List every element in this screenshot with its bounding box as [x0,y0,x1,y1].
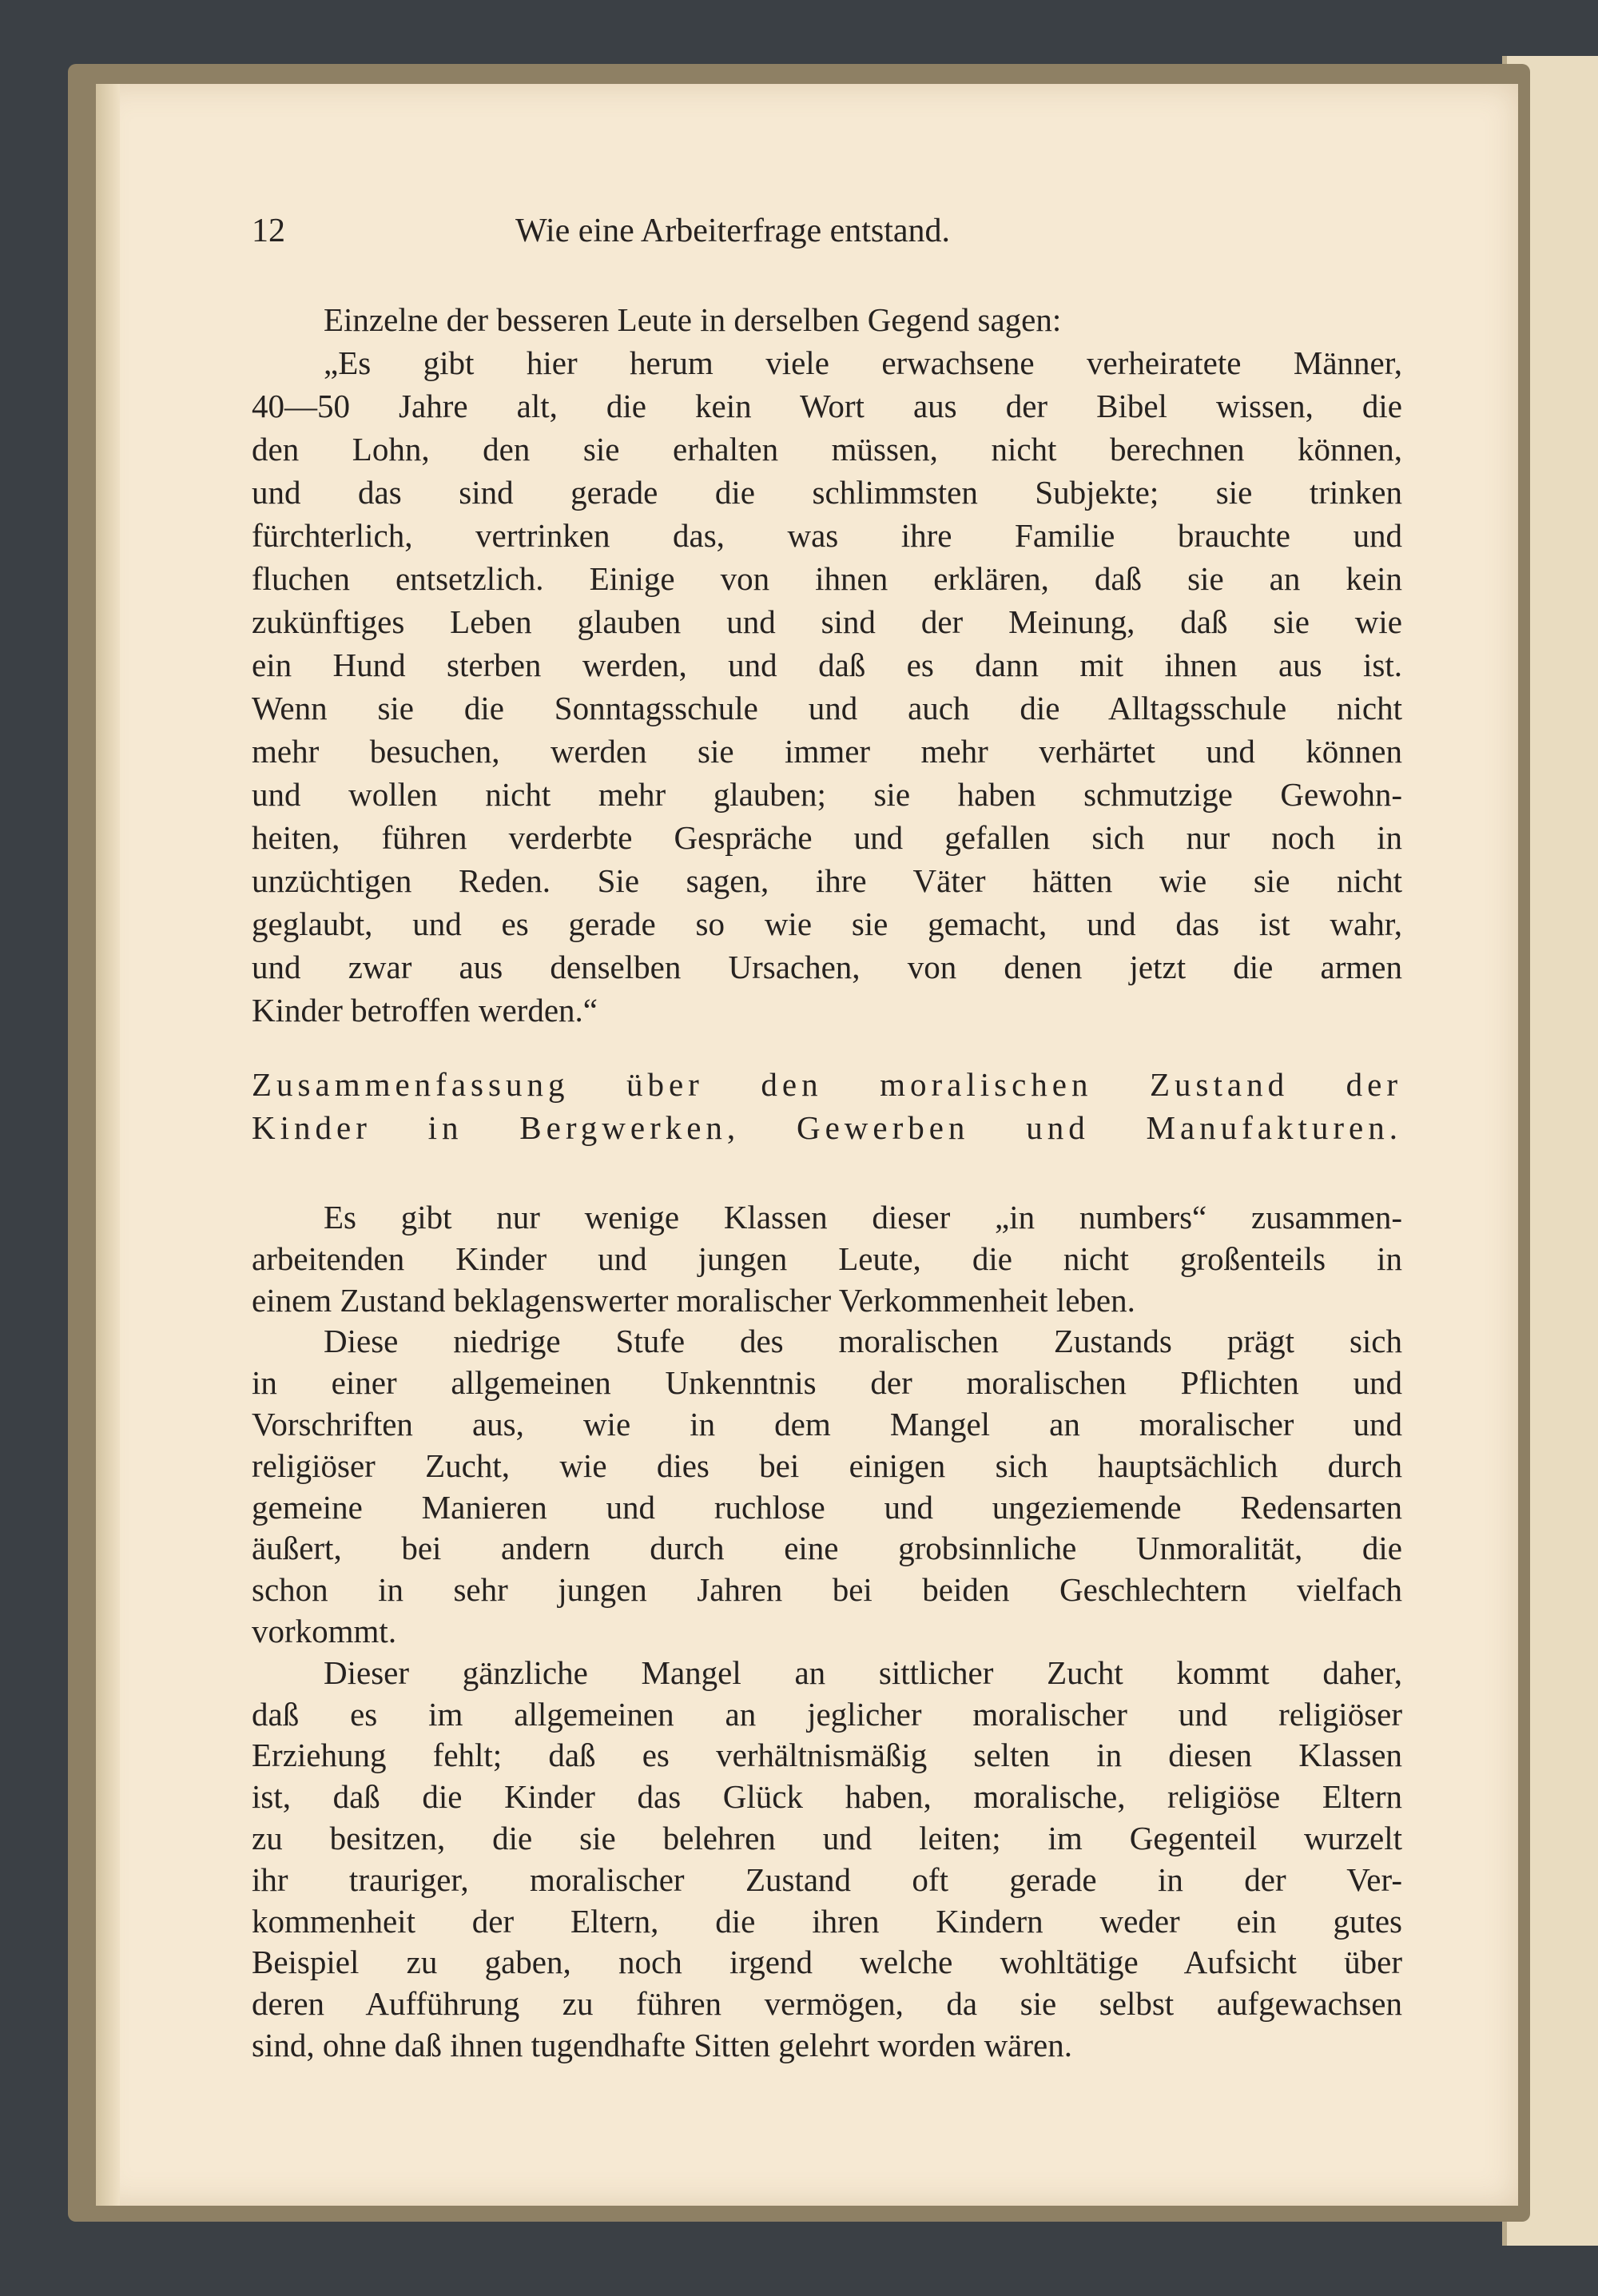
body-paragraphs [252,1197,1402,2067]
text-line: fluchen entsetzlich. Einige von ihnen erklären, daß sie an kein [252,560,1402,597]
text-line: unzüchtigen Reden. Sie sagen, ihre Väter hätten wie sie nicht [252,862,1402,899]
text-line: und zwar aus denselben Ursachen, von denen jetzt die armen [252,949,1402,985]
text-line: zukünftiges Leben glauben und sind der Meinung, daß sie wie [252,603,1402,640]
page-gutter [96,84,120,2206]
text-line: mehr besuchen, werden sie immer mehr verhärtet und können [252,733,1402,770]
text-line: und das sind gerade die schlimmsten Subjekte; sie trinken [252,474,1402,511]
text-line: sind, ohne daß ihnen tugendhafte Sitten gelehrt worden wären. [252,2026,1072,2063]
text-line: ist, daß die Kinder das Glück haben, moralische, religiöse Eltern [252,1778,1402,1816]
text-line: „Es gibt hier herum viele erwachsene verheiratete Männer, [324,344,1402,381]
text-line: in einer allgemeinen Unkenntnis der moralischen Pflichten und [252,1364,1402,1402]
text-line: zu besitzen, die sie belehren und leiten; im Gegenteil wurzelt [252,1819,1402,1856]
text-line: vorkommt. [252,1612,397,1649]
text-line: Es gibt nur wenige Klassen dieser „in numbers“ zusammen- [324,1199,1402,1236]
text-line: ihr trauriger, moralischer Zustand oft gerade in der Ver- [252,1860,1402,1898]
text-line: heiten, führen verderbte Gespräche und gefallen sich nur noch in [252,819,1402,856]
text-line: Dieser gänzliche Mangel an sittlicher Zucht kommt daher, [324,1653,1402,1691]
text-line: und wollen nicht mehr glauben; sie haben schmutzige Gewohn- [252,776,1402,813]
text-line: schon in sehr jungen Jahren bei beiden Geschlechtern vielfach [252,1571,1402,1609]
running-header [252,212,1402,257]
text-line: Vorschriften aus, wie in dem Mangel an moralischer und [252,1405,1402,1442]
text-line: geglaubt, und es gerade so wie sie gemacht, und das ist wahr, [252,905,1402,942]
text-line: Kinder in Bergwerken, Gewerben und Manufakturen. [252,1109,1402,1146]
text-line: gemeine Manieren und ruchlose und ungeziemende Redensarten [252,1488,1402,1526]
text-line: Wenn sie die Sonntagsschule und auch die Alltagsschule nicht [252,690,1402,726]
text-line: ein Hund sterben werden, und daß es dann mit ihnen aus ist. [252,647,1402,683]
text-line: Kinder betroffen werden.“ [252,992,598,1029]
section-heading [252,1063,1402,1149]
quote-paragraph [252,298,1402,1032]
text-line: arbeitenden Kinder und jungen Leute, die nicht großenteils in [252,1240,1402,1277]
text-line: den Lohn, den sie erhalten müssen, nicht berechnen können, [252,431,1402,468]
text-line: deren Aufführung zu führen vermögen, da sie selbst aufgewachsen [252,1985,1402,2023]
text-line: Diese niedrige Stufe des moralischen Zustands prägt sich [324,1323,1402,1360]
text-line: kommenheit der Eltern, die ihren Kindern weder ein gutes [252,1902,1402,1940]
text-line: daß es im allgemeinen an jeglicher moralischer und religiöser [252,1695,1402,1733]
text-line: Beispiel zu gaben, noch irgend welche wohltätige Aufsicht über [252,1944,1402,1981]
text-line: religiöser Zucht, wie dies bei einigen sich hauptsächlich durch [252,1446,1402,1484]
text-line: 40—50 Jahre alt, die kein Wort aus der Bibel wissen, die [252,388,1402,424]
text-line: äußert, bei andern durch eine grobsinnliche Unmoralität, die [252,1530,1402,1567]
running-title: Wie eine Arbeiterfrage entstand. [515,213,951,249]
text-line: einem Zustand beklagenswerter moralischer Verkommenheit leben. [252,1281,1135,1319]
text-line: Einzelne der besseren Leute in derselben Gegend sagen: [324,301,1062,338]
text-line: Erziehung fehlt; daß es verhältnismäßig selten in diesen Klassen [252,1737,1402,1774]
text-line: Zusammenfassung über den moralischen Zustand der [252,1066,1402,1103]
text-line: fürchterlich, vertrinken das, was ihre Familie brauchte und [252,517,1402,554]
page-number: 12 [252,213,285,249]
